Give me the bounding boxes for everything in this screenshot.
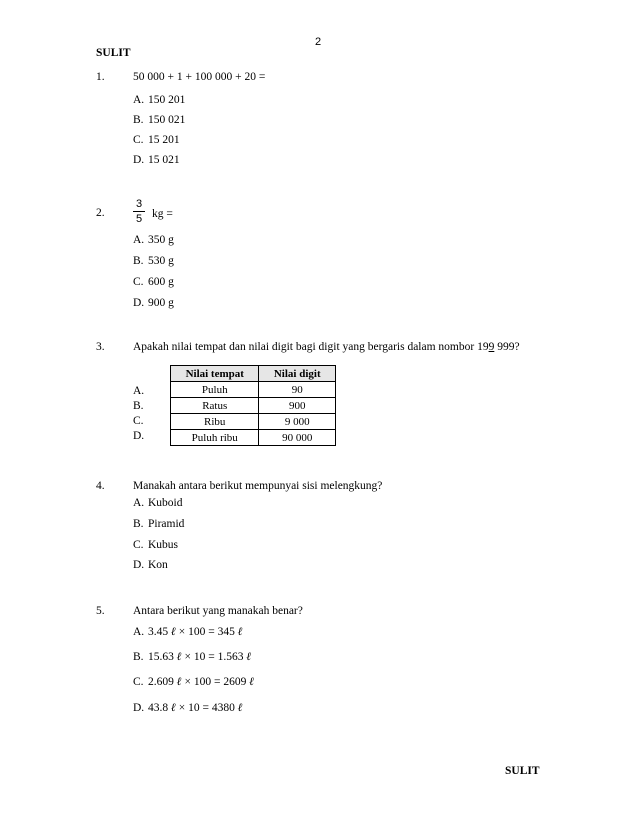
option-letter: B. bbox=[133, 114, 144, 126]
question-text-after: 999? bbox=[494, 341, 520, 353]
page-number: 2 bbox=[315, 36, 322, 48]
option-d bbox=[133, 702, 243, 714]
question-number: 4. bbox=[96, 480, 105, 492]
litre-symbol: ℓ bbox=[176, 676, 182, 688]
option-letter: D. bbox=[133, 702, 145, 714]
table-cell: Ratus bbox=[171, 398, 259, 414]
option-value: 2.609 bbox=[148, 676, 174, 688]
question-text: kg = bbox=[152, 208, 173, 220]
table-row bbox=[171, 382, 336, 398]
question-number: 1. bbox=[96, 71, 105, 83]
litre-symbol: ℓ bbox=[171, 626, 176, 638]
table-row bbox=[171, 414, 336, 430]
option-letter: C. bbox=[133, 539, 144, 551]
question-number: 3. bbox=[96, 341, 105, 353]
fraction bbox=[131, 197, 147, 226]
option-letter: B. bbox=[133, 518, 144, 530]
litre-symbol: ℓ bbox=[249, 676, 255, 688]
option-letter: C. bbox=[133, 276, 144, 288]
table-cell: 90 000 bbox=[259, 430, 336, 446]
option-text: Kuboid bbox=[148, 497, 183, 509]
table-cell: Ribu bbox=[171, 414, 259, 430]
question-number: 5. bbox=[96, 605, 105, 617]
option-text: Kubus bbox=[148, 539, 179, 551]
option-b bbox=[133, 651, 251, 663]
option-letter: A. bbox=[133, 497, 145, 509]
question-text: Manakah antara berikut mempunyai sisi melengkung? bbox=[133, 480, 383, 492]
row-letter-c: C. bbox=[133, 415, 144, 427]
option-letter: C. bbox=[133, 676, 144, 688]
table-cell: Puluh bbox=[171, 382, 259, 398]
row-letter-d: D. bbox=[133, 430, 145, 442]
option-text: 900 g bbox=[148, 297, 174, 309]
underlined-digit: 9 bbox=[488, 341, 495, 353]
option-text: 15 201 bbox=[148, 134, 180, 146]
option-text: 15 021 bbox=[148, 154, 180, 166]
option-letter: D. bbox=[133, 559, 145, 571]
question-text-before: Apakah nilai tempat dan nilai digit bagi digit yang bergaris dalam nombor 19 bbox=[133, 341, 489, 353]
question-text: 50 000 + 1 + 100 000 + 20 = bbox=[133, 71, 266, 83]
option-b bbox=[133, 255, 174, 267]
option-letter: B. bbox=[133, 651, 144, 663]
option-c bbox=[133, 276, 174, 288]
option-b bbox=[133, 114, 185, 126]
option-a bbox=[133, 626, 243, 638]
option-letter: A. bbox=[133, 626, 145, 638]
option-expression: × 100 = 2609 bbox=[181, 676, 247, 688]
question-number: 2. bbox=[96, 207, 105, 219]
table-cell: 900 bbox=[259, 398, 336, 414]
litre-symbol: ℓ bbox=[237, 626, 243, 638]
option-letter: A. bbox=[133, 234, 145, 246]
fraction-denominator: 5 bbox=[135, 213, 143, 225]
litre-symbol: ℓ bbox=[237, 702, 243, 714]
row-letter-b: B. bbox=[133, 400, 144, 412]
option-letter: A. bbox=[133, 94, 145, 106]
place-value-table bbox=[170, 365, 336, 446]
option-d bbox=[133, 297, 174, 309]
option-value: 3.45 bbox=[148, 626, 169, 638]
option-text: 150 021 bbox=[148, 114, 186, 126]
option-d bbox=[133, 154, 180, 166]
table-row bbox=[171, 398, 336, 414]
table-row bbox=[171, 430, 336, 446]
footer-sulit-label: SULIT bbox=[505, 765, 540, 777]
option-value: 43.8 bbox=[148, 702, 169, 714]
question-text: Antara berikut yang manakah benar? bbox=[133, 605, 303, 617]
table-cell: 90 bbox=[259, 382, 336, 398]
litre-symbol: ℓ bbox=[246, 651, 252, 663]
table-header-row bbox=[171, 366, 336, 382]
option-value: 15.63 bbox=[148, 651, 174, 663]
option-text: Piramid bbox=[148, 518, 185, 530]
option-a bbox=[133, 94, 185, 106]
table-cell: Puluh ribu bbox=[171, 430, 259, 446]
option-b bbox=[133, 518, 184, 530]
option-letter: D. bbox=[133, 297, 145, 309]
table-cell: 9 000 bbox=[259, 414, 336, 430]
option-letter: B. bbox=[133, 255, 144, 267]
option-text: 530 g bbox=[148, 255, 174, 267]
litre-symbol: ℓ bbox=[171, 702, 176, 714]
litre-symbol: ℓ bbox=[176, 651, 182, 663]
option-a bbox=[133, 234, 174, 246]
option-text: 350 g bbox=[148, 234, 174, 246]
option-letter: D. bbox=[133, 154, 145, 166]
option-c bbox=[133, 539, 178, 551]
option-expression: × 10 = 1.563 bbox=[181, 651, 244, 663]
table-header: Nilai tempat bbox=[171, 366, 259, 382]
option-letter: C. bbox=[133, 134, 144, 146]
question-text bbox=[133, 341, 520, 353]
option-text: 600 g bbox=[148, 276, 174, 288]
option-a bbox=[133, 497, 183, 509]
option-expression: × 10 = 4380 bbox=[175, 702, 235, 714]
option-d bbox=[133, 559, 168, 571]
table-header: Nilai digit bbox=[259, 366, 336, 382]
option-text: Kon bbox=[148, 559, 168, 571]
option-expression: × 100 = 345 bbox=[175, 626, 235, 638]
option-c bbox=[133, 676, 254, 688]
header-sulit-label: SULIT bbox=[96, 47, 131, 59]
fraction-numerator: 3 bbox=[135, 198, 143, 210]
row-letter-a: A. bbox=[133, 385, 145, 397]
option-text: 150 201 bbox=[148, 94, 186, 106]
option-c bbox=[133, 134, 180, 146]
